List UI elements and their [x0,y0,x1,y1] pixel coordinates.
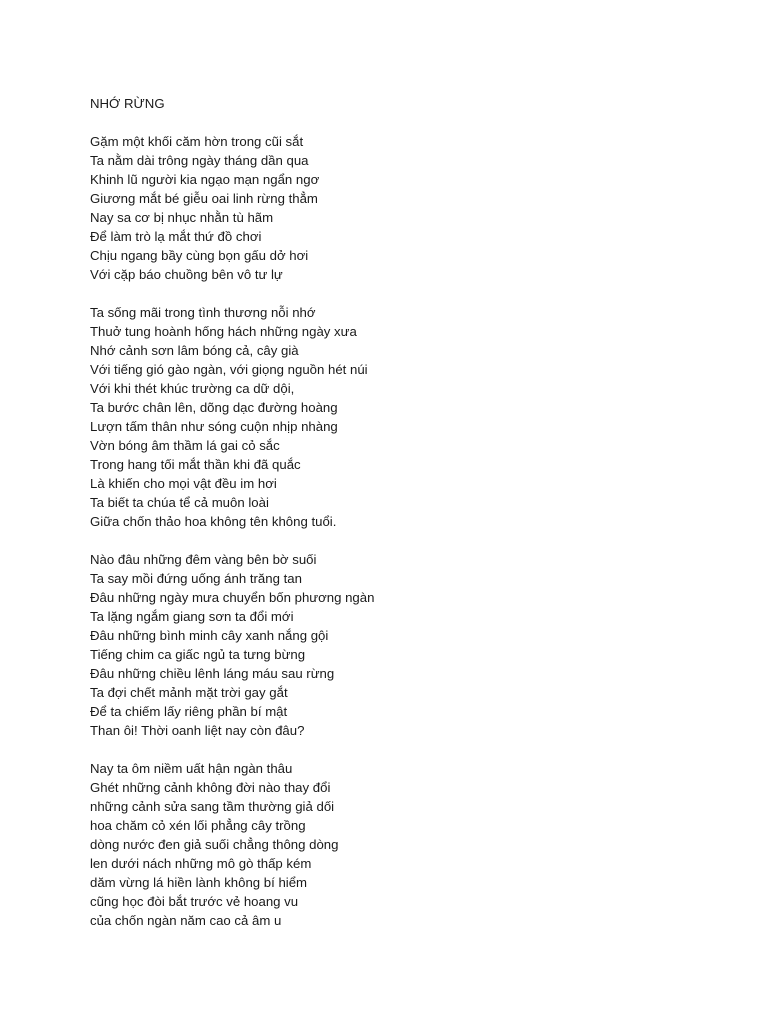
stanza-3 [90,550,374,740]
poem-line: Đâu những ngày mưa chuyển bốn phương ngàn [90,590,375,605]
stanza-1 [90,132,374,284]
poem-line: dòng nước đen giả suối chẳng thông dòng [90,837,339,852]
poem-line: Với cặp báo chuồng bên vô tư lự [90,267,283,282]
poem-line: những cảnh sửa sang tầm thường giả dối [90,799,335,814]
poem-line: Gặm một khối căm hờn trong cũi sắt [90,134,304,149]
poem-document [90,94,374,949]
poem-line: len dưới nách những mô gò thấp kém [90,856,312,871]
poem-line: Là khiến cho mọi vật đều im hơi [90,476,277,491]
poem-line: Với tiếng gió gào ngàn, với giọng nguồn hét núi [90,362,368,377]
poem-line: Với khi thét khúc trường ca dữ dội, [90,381,295,396]
poem-line: dăm vừng lá hiền lành không bí hiểm [90,875,308,890]
poem-line: Than ôi! Thời oanh liệt nay còn đâu? [90,723,305,738]
poem-title: NHỚ RỪNG [90,96,165,111]
poem-line: Giữa chốn thảo hoa không tên không tuổi. [90,514,337,529]
poem-line: Nào đâu những đêm vàng bên bờ suối [90,552,317,567]
poem-line: Đâu những bình minh cây xanh nắng gội [90,628,329,643]
poem-line: Thuở tung hoành hống hách những ngày xưa [90,324,357,339]
poem-line: Ghét những cảnh không đời nào thay đổi [90,780,331,795]
poem-line: của chốn ngàn năm cao cả âm u [90,913,282,928]
poem-line: Ta biết ta chúa tể cả muôn loài [90,495,269,510]
poem-line: Ta sống mãi trong tình thương nỗi nhớ [90,305,316,320]
poem-line: Ta bước chân lên, dõng dạc đường hoàng [90,400,338,415]
poem-line: Chịu ngang bầy cùng bọn gấu dở hơi [90,248,309,263]
poem-line: Nay ta ôm niềm uất hận ngàn thâu [90,761,293,776]
poem-line: Trong hang tối mắt thần khi đã quắc [90,457,301,472]
poem-line: Ta say mồi đứng uống ánh trăng tan [90,571,302,586]
poem-line: Nay sa cơ bị nhục nhằn tù hãm [90,210,274,225]
poem-line: cũng học đòi bắt trước vẻ hoang vu [90,894,299,909]
poem-line: hoa chăm cỏ xén lối phẳng cây trồng [90,818,306,833]
poem-line: Để ta chiếm lấy riêng phần bí mật [90,704,288,719]
poem-line: Giương mắt bé giễu oai linh rừng thẳm [90,191,318,206]
stanza-2 [90,303,374,531]
poem-line: Vờn bóng âm thầm lá gai cỏ sắc [90,438,280,453]
poem-line: Tiếng chim ca giấc ngủ ta tưng bừng [90,647,306,662]
poem-line: Nhớ cảnh sơn lâm bóng cả, cây già [90,343,299,358]
stanza-4 [90,759,374,930]
poem-line: Khinh lũ người kia ngạo mạn ngẩn ngơ [90,172,320,187]
poem-line: Ta lặng ngắm giang sơn ta đổi mới [90,609,294,624]
poem-line: Để làm trò lạ mắt thứ đồ chơi [90,229,262,244]
poem-line: Đâu những chiều lênh láng máu sau rừng [90,666,335,681]
poem-line: Lượn tấm thân như sóng cuộn nhịp nhàng [90,419,338,434]
poem-line: Ta đợi chết mảnh mặt trời gay gắt [90,685,288,700]
poem-line: Ta nằm dài trông ngày tháng dần qua [90,153,309,168]
